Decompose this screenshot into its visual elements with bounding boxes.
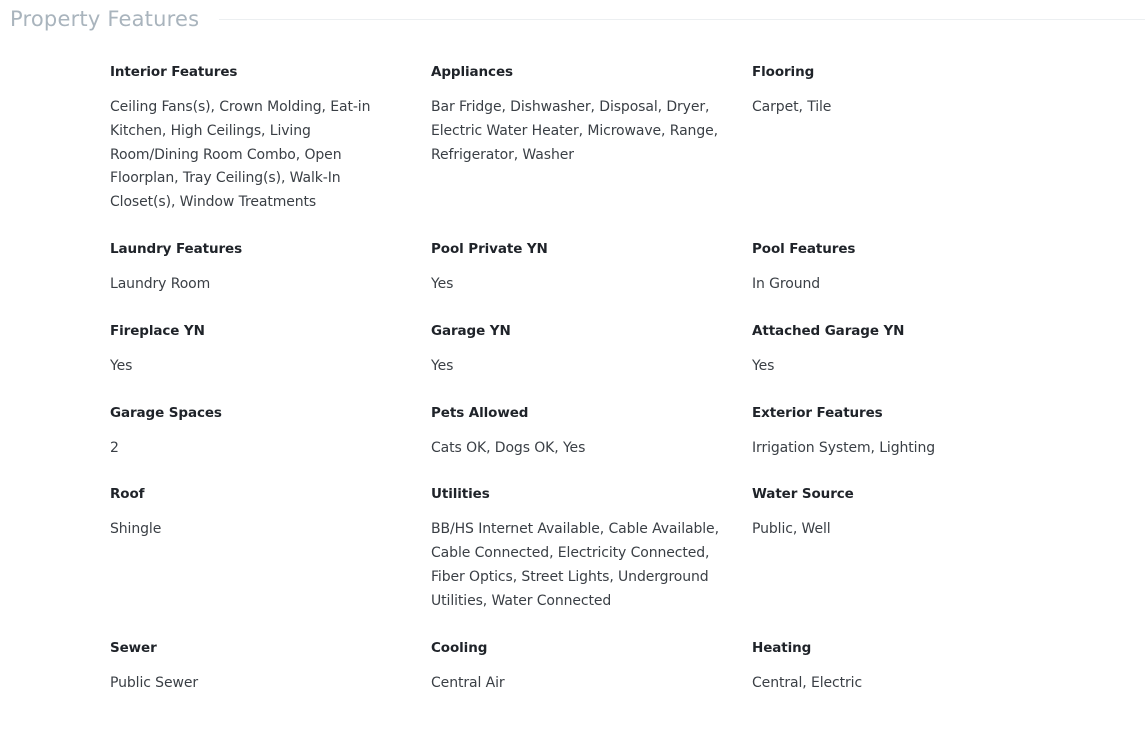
feature-label: Exterior Features bbox=[752, 404, 883, 421]
feature-value: Public Sewer bbox=[110, 674, 199, 691]
feature-value: Ceiling Fans(s), Crown Molding, Eat-in Kitchen, High Ceilings, Living Room/Dining Room Combo, Open Floorplan, Tray Ceiling(s), Walk-In Closet(s), Window Treatments bbox=[110, 99, 371, 211]
feature-interior-features bbox=[110, 63, 431, 240]
feature-label: Flooring bbox=[752, 64, 815, 80]
feature-pool-private-yn bbox=[431, 240, 752, 322]
feature-label: Fireplace YN bbox=[110, 322, 205, 339]
feature-value: Shingle bbox=[110, 521, 162, 538]
section-header bbox=[10, 4, 1145, 34]
feature-flooring bbox=[752, 63, 1073, 240]
feature-attached-garage-yn bbox=[752, 322, 1073, 404]
feature-value: BB/HS Internet Available, Cable Available, Cable Connected, Electricity Connected, Fiber Optics, Street Lights, Underground Utilities, Water Connected bbox=[431, 521, 719, 609]
section-divider bbox=[219, 19, 1145, 20]
section-title: Property Features bbox=[10, 7, 200, 31]
feature-label: Garage Spaces bbox=[110, 404, 222, 421]
feature-label: Laundry Features bbox=[110, 240, 243, 257]
feature-label: Garage YN bbox=[431, 322, 511, 339]
feature-value: Central Air bbox=[431, 674, 505, 691]
feature-sewer bbox=[110, 639, 431, 721]
feature-label: Heating bbox=[752, 639, 812, 656]
feature-label: Interior Features bbox=[110, 64, 238, 80]
feature-label: Water Source bbox=[752, 486, 854, 503]
feature-exterior-features bbox=[752, 404, 1073, 486]
feature-appliances bbox=[431, 63, 752, 240]
feature-garage-spaces bbox=[110, 404, 431, 486]
feature-value: Bar Fridge, Dishwasher, Disposal, Dryer, Electric Water Heater, Microwave, Range, Refrigerator, Washer bbox=[431, 99, 718, 163]
feature-value: Carpet, Tile bbox=[752, 99, 832, 115]
feature-value: Public, Well bbox=[752, 521, 831, 538]
feature-label: Utilities bbox=[431, 486, 490, 503]
feature-label: Pool Private YN bbox=[431, 240, 548, 257]
feature-value: In Ground bbox=[752, 275, 821, 292]
feature-value: Yes bbox=[431, 357, 454, 374]
feature-value: Irrigation System, Lighting bbox=[752, 439, 936, 456]
feature-value: Cats OK, Dogs OK, Yes bbox=[431, 439, 586, 456]
feature-value: Yes bbox=[431, 275, 454, 292]
feature-label: Sewer bbox=[110, 639, 157, 656]
feature-label: Roof bbox=[110, 486, 145, 503]
feature-pets-allowed bbox=[431, 404, 752, 486]
feature-label: Pool Features bbox=[752, 240, 856, 257]
feature-value: Yes bbox=[110, 357, 133, 374]
feature-cooling bbox=[431, 639, 752, 721]
feature-label: Appliances bbox=[431, 64, 513, 80]
feature-value: 2 bbox=[110, 439, 119, 456]
feature-utilities bbox=[431, 485, 752, 638]
feature-value: Central, Electric bbox=[752, 674, 863, 691]
feature-pool-features bbox=[752, 240, 1073, 322]
feature-value: Laundry Room bbox=[110, 275, 211, 292]
feature-water-source bbox=[752, 485, 1073, 638]
feature-label: Attached Garage YN bbox=[752, 322, 905, 339]
feature-laundry-features bbox=[110, 240, 431, 322]
feature-heating bbox=[752, 639, 1073, 721]
feature-value: Yes bbox=[752, 357, 775, 374]
feature-roof bbox=[110, 485, 431, 638]
feature-label: Cooling bbox=[431, 639, 488, 656]
feature-garage-yn bbox=[431, 322, 752, 404]
feature-label: Pets Allowed bbox=[431, 404, 529, 421]
features-grid bbox=[110, 63, 1090, 720]
feature-fireplace-yn bbox=[110, 322, 431, 404]
